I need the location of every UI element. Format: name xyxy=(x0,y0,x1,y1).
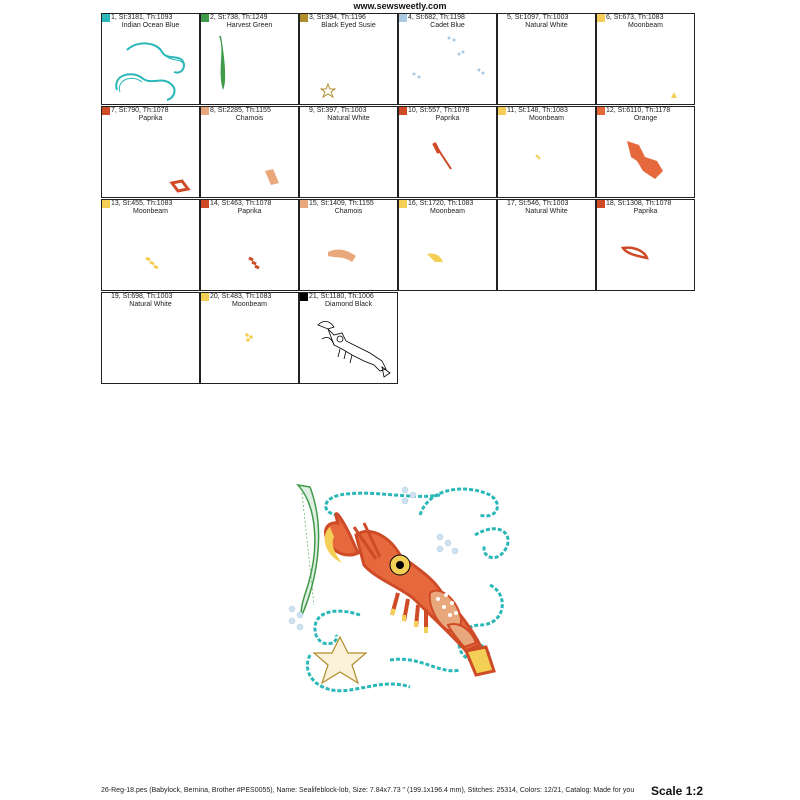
stitch-info: 2, St:738, Th:1249 xyxy=(210,14,268,21)
stitch-info: 12, St:6110, Th:1178 xyxy=(606,107,671,114)
color-cell-21 xyxy=(299,292,398,384)
lobster-embroidery-design xyxy=(280,475,520,715)
color-cell-7 xyxy=(101,106,200,198)
claw-outline-preview xyxy=(102,123,200,198)
lobster-body-preview xyxy=(597,123,695,198)
stitch-info: 11, St:148, Th:1083 xyxy=(507,107,568,114)
color-cell-6 xyxy=(596,13,695,105)
thread-name: Moonbeam xyxy=(429,208,466,215)
thread-name: Chamois xyxy=(235,115,264,122)
thread-name: Natural White xyxy=(129,301,172,308)
thread-name: Moonbeam xyxy=(528,115,565,122)
stitch-info: 9, St:397, Th:1003 xyxy=(309,107,367,114)
stitch-info: 17, St:546, Th:1003 xyxy=(507,200,569,207)
scale-label: Scale 1:2 xyxy=(651,784,704,798)
color-swatch xyxy=(597,14,605,22)
thread-name: Natural White xyxy=(327,115,370,122)
thread-name: Chamois xyxy=(334,208,363,215)
thread-name: Diamond Black xyxy=(324,301,373,308)
thread-name: Paprika xyxy=(633,208,658,215)
color-cell-17 xyxy=(497,199,596,291)
color-swatch xyxy=(102,200,110,208)
color-swatch xyxy=(300,14,308,22)
color-swatch xyxy=(201,14,209,22)
seaweed-preview xyxy=(201,30,299,105)
stitch-info: 6, St:673, Th:1083 xyxy=(606,14,664,21)
claw-fill-preview xyxy=(300,216,398,291)
color-cell-13 xyxy=(101,199,200,291)
color-cell-3 xyxy=(299,13,398,105)
thread-name: Moonbeam xyxy=(132,208,169,215)
color-cell-19 xyxy=(101,292,200,384)
color-swatch xyxy=(498,200,506,208)
thread-name: Harvest Green xyxy=(226,22,273,29)
stitch-info: 4, St:682, Th:1198 xyxy=(408,14,465,21)
stitch-info: 13, St:455, Th:1083 xyxy=(111,200,173,207)
stitch-info: 14, St:463, Th:1078 xyxy=(210,200,272,207)
detail-preview xyxy=(498,123,596,198)
color-swatch xyxy=(201,107,209,115)
site-url: www.sewsweetly.com xyxy=(353,1,447,11)
color-cell-8 xyxy=(200,106,299,198)
color-cell-11 xyxy=(497,106,596,198)
stitch-info: 7, St:790, Th:1078 xyxy=(111,107,169,114)
stripes-preview xyxy=(102,216,200,291)
segments-preview xyxy=(201,216,299,291)
color-swatch xyxy=(498,14,506,22)
color-cell-10 xyxy=(398,106,497,198)
thread-name: Natural White xyxy=(525,208,568,215)
thread-name: Paprika xyxy=(138,115,163,122)
color-cell-12 xyxy=(596,106,695,198)
color-cell-18 xyxy=(596,199,695,291)
color-cell-20 xyxy=(200,292,299,384)
tail-fill-preview xyxy=(399,216,497,291)
lobster xyxy=(325,514,494,675)
thread-name: Moonbeam xyxy=(627,22,664,29)
stitch-info: 10, St:557, Th:1078 xyxy=(408,107,470,114)
color-cell-16 xyxy=(398,199,497,291)
antenna-preview xyxy=(399,123,497,198)
thread-name: Indian Ocean Blue xyxy=(121,22,180,29)
color-swatch xyxy=(597,200,605,208)
thread-name: Black Eyed Susie xyxy=(321,22,376,29)
claw-outline-preview xyxy=(597,216,695,291)
color-swatch xyxy=(498,107,506,115)
color-swatch xyxy=(300,107,308,115)
thread-name: Natural White xyxy=(525,22,568,29)
color-swatch xyxy=(102,107,110,115)
color-cell-15 xyxy=(299,199,398,291)
swirl-outline-preview xyxy=(102,30,200,105)
color-swatch xyxy=(300,293,308,301)
color-cell-5 xyxy=(497,13,596,105)
thread-name: Paprika xyxy=(237,208,262,215)
thread-name: Moonbeam xyxy=(231,301,268,308)
thread-name: Paprika xyxy=(435,115,460,122)
starfish xyxy=(314,637,366,683)
body-fill-preview xyxy=(201,123,299,198)
color-swatch xyxy=(399,200,407,208)
stitch-info: 20, St:483, Th:1083 xyxy=(210,293,272,300)
stitch-info: 5, St:1097, Th:1003 xyxy=(507,14,569,21)
stitch-info: 3, St:394, Th:1196 xyxy=(309,14,366,21)
color-cell-1 xyxy=(101,13,200,105)
color-swatch xyxy=(201,200,209,208)
lobster-outline-preview xyxy=(300,309,398,384)
thread-name: Cadet Blue xyxy=(430,22,465,29)
color-sequence-grid xyxy=(101,13,697,385)
bubbles-preview xyxy=(399,30,497,105)
color-swatch xyxy=(300,200,308,208)
color-swatch xyxy=(102,293,110,301)
stitch-info: 1, St:3181, Th:1093 xyxy=(111,14,173,21)
tail-detail-preview xyxy=(597,30,695,105)
color-cell-4 xyxy=(398,13,497,105)
color-swatch xyxy=(399,14,407,22)
color-swatch xyxy=(102,14,110,22)
stitch-info: 16, St:1720, Th:1083 xyxy=(408,200,474,207)
thread-name: Orange xyxy=(633,115,658,122)
color-swatch xyxy=(201,293,209,301)
stitch-info: 19, St:698, Th:1003 xyxy=(111,293,173,300)
starfish-outline-preview xyxy=(300,30,398,105)
design-info-footer: 26-Reg-18.pes (Babylock, Bernina, Brother #PES0055), Name: Sealifeblock-lob, Size: 7.84x7.73 " (199.1x196.4 mm), Stitches: 25314, Colors: 12/21, Catalog: Made for you xyxy=(101,787,635,794)
stitch-info: 18, St:1308, Th:1078 xyxy=(606,200,672,207)
color-swatch xyxy=(597,107,605,115)
color-swatch xyxy=(399,107,407,115)
color-cell-2 xyxy=(200,13,299,105)
color-cell-14 xyxy=(200,199,299,291)
dots-preview xyxy=(201,309,299,384)
stitch-info: 15, St:1409, Th:1155 xyxy=(309,200,374,207)
stitch-info: 8, St:2285, Th:1155 xyxy=(210,107,271,114)
stitch-info: 21, St:1180, Th:1006 xyxy=(309,293,374,300)
color-cell-9 xyxy=(299,106,398,198)
